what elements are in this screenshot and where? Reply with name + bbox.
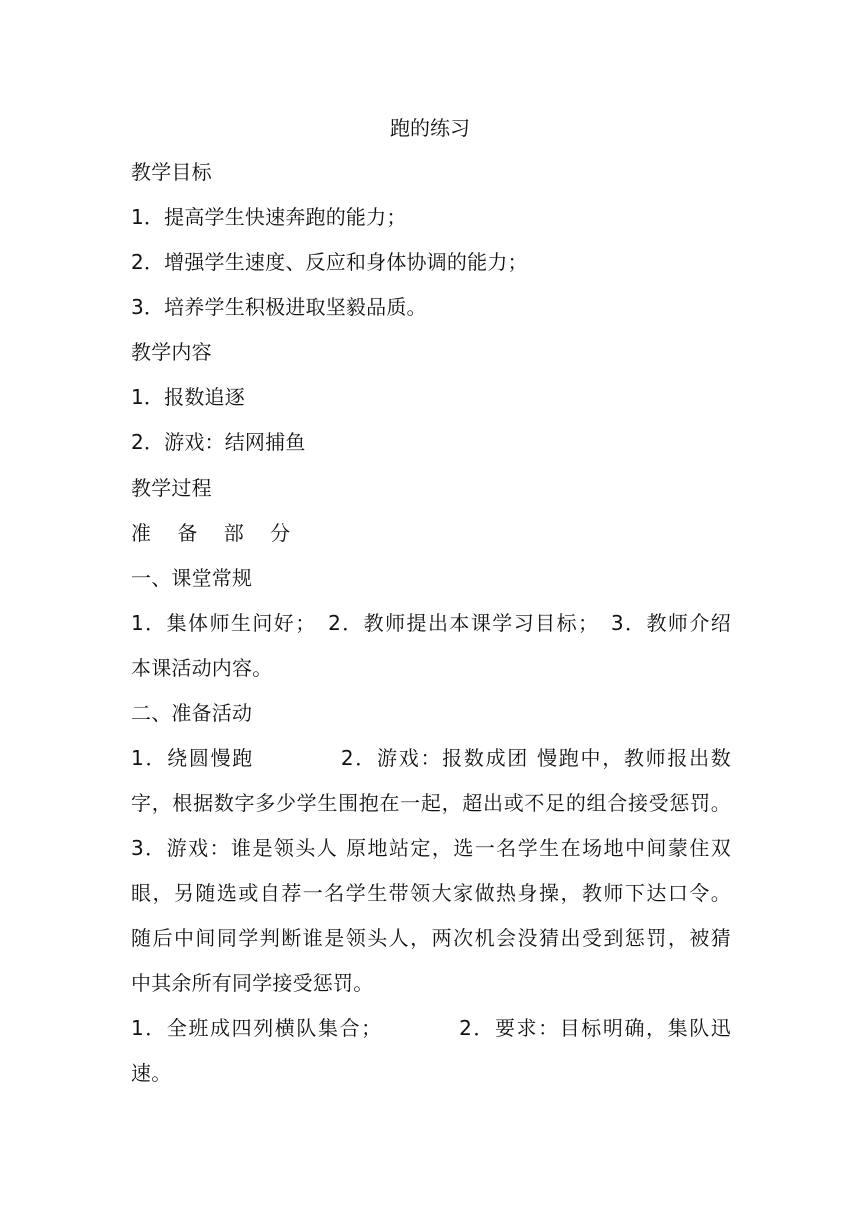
prep-activity-heading: 二、准备活动 [131,701,253,725]
assembly-line-2: 速。 [131,1061,172,1085]
content-item-2: 2．游戏：结网捕鱼 [131,430,306,454]
goal-item-2: 2．增强学生速度、反应和身体协调的能力； [131,250,528,274]
activity-line-4: 眼，另随选或自荐一名学生带领大家做热身操，教师下达口令。 [131,881,731,905]
section-heading-process: 教学过程 [131,476,212,500]
routine-line-2: 本课活动内容。 [131,656,273,680]
activity-line-6: 中其余所有同学接受惩罚。 [131,971,374,995]
document-title: 跑的练习 [390,116,470,140]
activity-line-3: 3．游戏：谁是领头人 原地站定，选一名学生在场地中间蒙住双 [131,836,731,860]
goal-item-3: 3．培养学生积极进取坚毅品质。 [131,295,427,319]
assembly-line-1: 1．全班成四列横队集合； 2．要求：目标明确，集队迅 [131,1016,731,1040]
routine-heading: 一、课堂常规 [131,566,253,590]
goal-item-1: 1．提高学生快速奔跑的能力； [131,205,407,229]
prep-part-heading: 准 备 部 分 [131,521,301,545]
activity-line-5: 随后中间同学判断谁是领头人，两次机会没猜出受到惩罚，被猜 [131,926,731,950]
routine-line-1: 1．集体师生问好； 2．教师提出本课学习目标； 3．教师介绍 [131,611,731,635]
section-heading-goals: 教学目标 [131,160,212,184]
section-heading-content: 教学内容 [131,340,212,364]
activity-line-2: 字，根据数字多少学生围抱在一起，超出或不足的组合接受惩罚。 [131,791,731,815]
activity-line-1: 1．绕圆慢跑 2．游戏：报数成团 慢跑中，教师报出数 [131,746,731,770]
content-item-1: 1．报数追逐 [131,385,245,409]
